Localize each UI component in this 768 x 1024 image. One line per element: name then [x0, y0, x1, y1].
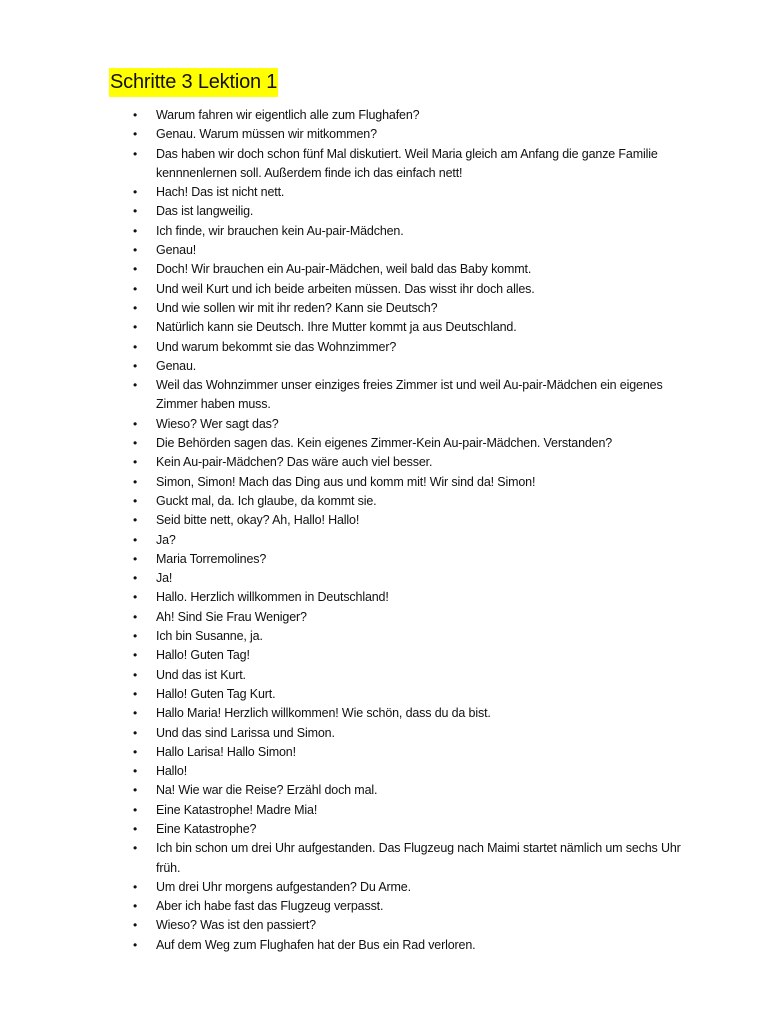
list-item [0, 125, 768, 144]
bullet-icon: • [133, 899, 138, 914]
list-item-text: früh. [156, 860, 181, 875]
list-item-text: Hallo. Herzlich willkommen in Deutschland! [156, 590, 389, 605]
list-item-text: Um drei Uhr morgens aufgestanden? Du Arme. [156, 879, 411, 894]
bullet-icon: • [133, 493, 138, 508]
list-item-text: Das haben wir doch schon fünf Mal diskutiert. Weil Maria gleich am Anfang die ganze Familie [156, 146, 658, 161]
bullet-icon: • [133, 744, 138, 759]
list-item-text: Hallo Maria! Herzlich willkommen! Wie schön, dass du da bist. [156, 706, 491, 721]
bullet-icon: • [133, 339, 138, 354]
list-item [0, 936, 768, 955]
bullet-icon: • [133, 783, 138, 798]
bullet-icon: • [133, 725, 138, 740]
bullet-icon: • [133, 513, 138, 528]
list-item [0, 588, 768, 607]
list-item [0, 222, 768, 241]
list-item-text: Das ist langweilig. [156, 204, 254, 219]
bullet-icon: • [133, 571, 138, 586]
list-item [0, 106, 768, 125]
bullet-icon: • [133, 127, 138, 142]
list-item-text: kennnenlernen soll. Außerdem finde ich das einfach nett! [156, 165, 463, 180]
list-item [0, 415, 768, 434]
bullet-icon: • [133, 455, 138, 470]
bullet-icon: • [133, 185, 138, 200]
list-item-text: Hallo! Guten Tag Kurt. [156, 686, 276, 701]
list-item-text: Seid bitte nett, okay? Ah, Hallo! Hallo! [156, 513, 360, 528]
list-item [0, 453, 768, 472]
list-item [0, 299, 768, 318]
bullet-icon: • [133, 937, 138, 952]
list-item [0, 183, 768, 202]
bullet-icon: • [133, 802, 138, 817]
list-item-text: Auf dem Weg zum Flughafen hat der Bus ein Rad verloren. [156, 937, 476, 952]
bullet-icon: • [133, 320, 138, 335]
list-item-text: Genau! [156, 243, 197, 258]
list-item [0, 318, 768, 337]
list-item-text: Hallo Larisa! Hallo Simon! [156, 744, 296, 759]
list-item-text: Eine Katastrophe? [156, 821, 257, 836]
bullet-icon: • [133, 223, 138, 238]
bullet-icon: • [133, 764, 138, 779]
list-item-text: Ich bin Susanne, ja. [156, 629, 263, 644]
list-item-text: Hach! Das ist nicht nett. [156, 185, 285, 200]
list-item-text: Die Behörden sagen das. Kein eigenes Zimmer-Kein Au-pair-Mädchen. Verstanden? [156, 436, 613, 451]
bullet-icon: • [133, 841, 138, 856]
list-item [0, 357, 768, 376]
bullet-icon: • [133, 243, 138, 258]
bullet-icon: • [133, 648, 138, 663]
list-item-text: Ich bin schon um drei Uhr aufgestanden. Das Flugzeug nach Maimi startet nämlich um sechs Uhr [156, 841, 681, 856]
list-item-text: Doch! Wir brauchen ein Au-pair-Mädchen, weil bald das Baby kommt. [156, 262, 532, 277]
list-item [0, 916, 768, 935]
list-item [0, 646, 768, 665]
list-item [0, 762, 768, 781]
list-item-text: Und das ist Kurt. [156, 667, 246, 682]
list-item-text: Warum fahren wir eigentlich alle zum Flughafen? [156, 108, 420, 122]
list-item [0, 820, 768, 839]
list-item-text: Und weil Kurt und ich beide arbeiten müssen. Das wisst ihr doch alles. [156, 281, 535, 296]
bullet-icon: • [133, 609, 138, 624]
list-item [0, 724, 768, 743]
list-item [0, 839, 768, 858]
bullet-icon: • [133, 686, 138, 701]
bullet-icon: • [133, 108, 138, 122]
list-item-text: Ich finde, wir brauchen kein Au-pair-Mädchen. [156, 223, 404, 238]
list-item [0, 878, 768, 897]
list-item [0, 280, 768, 299]
list-item-text: Weil das Wohnzimmer unser einziges freies Zimmer ist und weil Au-pair-Mädchen ein eigenes [156, 378, 663, 393]
bullet-icon: • [133, 281, 138, 296]
list-item [0, 569, 768, 588]
list-item [0, 492, 768, 511]
list-item [0, 202, 768, 221]
list-item [0, 338, 768, 357]
list-item [0, 781, 768, 800]
list-item [0, 434, 768, 453]
bullet-icon: • [133, 590, 138, 605]
bullet-icon: • [133, 821, 138, 836]
list-item [0, 743, 768, 762]
list-item [0, 550, 768, 569]
list-item-text: Ah! Sind Sie Frau Weniger? [156, 609, 307, 624]
bullet-icon: • [133, 532, 138, 547]
list-item-text: Hallo! [156, 764, 188, 779]
bullet-icon: • [133, 262, 138, 277]
bullet-icon: • [133, 629, 138, 644]
bullet-icon: • [133, 667, 138, 682]
list-item [0, 685, 768, 704]
list-item-text: Natürlich kann sie Deutsch. Ihre Mutter kommt ja aus Deutschland. [156, 320, 517, 335]
list-item [0, 473, 768, 492]
list-item-text: Genau. [156, 358, 197, 373]
list-item-text: Und warum bekommt sie das Wohnzimmer? [156, 339, 397, 354]
list-item [0, 801, 768, 820]
list-item-text: Guckt mal, da. Ich glaube, da kommt sie. [156, 493, 377, 508]
list-item [0, 241, 768, 260]
list-item [0, 531, 768, 550]
bullet-icon: • [133, 918, 138, 933]
list-item-text: Und das sind Larissa und Simon. [156, 725, 335, 740]
list-item [0, 608, 768, 627]
bullet-icon: • [133, 474, 138, 489]
document-title: Schritte 3 Lektion 1 [109, 68, 278, 97]
bullet-icon: • [133, 204, 138, 219]
bullet-icon: • [133, 551, 138, 566]
list-item-text: Simon, Simon! Mach das Ding aus und komm mit! Wir sind da! Simon! [156, 474, 536, 489]
list-item-text: Hallo! Guten Tag! [156, 648, 250, 663]
list-item-text: Kein Au-pair-Mädchen? Das wäre auch viel besser. [156, 455, 433, 470]
list-item-text: Ja! [156, 571, 173, 586]
list-item-text: Aber ich habe fast das Flugzeug verpasst. [156, 899, 384, 914]
list-item-text: Ja? [156, 532, 176, 547]
list-item-text: Maria Torremolines? [156, 551, 267, 566]
list-item-continuation [0, 859, 768, 878]
list-item [0, 376, 768, 395]
list-item-text: Na! Wie war die Reise? Erzähl doch mal. [156, 783, 378, 798]
list-item-text: Wieso? Wer sagt das? [156, 416, 279, 431]
bullet-icon: • [133, 300, 138, 315]
bullet-icon: • [133, 879, 138, 894]
list-item [0, 511, 768, 530]
list-item [0, 260, 768, 279]
bullet-icon: • [133, 146, 138, 161]
bullet-icon: • [133, 378, 138, 393]
bullet-icon: • [133, 436, 138, 451]
bullet-icon: • [133, 358, 138, 373]
list-item-text: Und wie sollen wir mit ihr reden? Kann sie Deutsch? [156, 300, 438, 315]
dialogue-list [0, 106, 768, 955]
list-item-continuation [0, 395, 768, 414]
list-item [0, 627, 768, 646]
list-item-continuation [0, 164, 768, 183]
bullet-icon: • [133, 416, 138, 431]
list-item-text: Genau. Warum müssen wir mitkommen? [156, 127, 377, 142]
list-item [0, 145, 768, 164]
list-item [0, 666, 768, 685]
list-item [0, 704, 768, 723]
list-item-text: Eine Katastrophe! Madre Mia! [156, 802, 318, 817]
list-item-text: Wieso? Was ist den passiert? [156, 918, 316, 933]
list-item [0, 897, 768, 916]
list-item-text: Zimmer haben muss. [156, 397, 271, 412]
bullet-icon: • [133, 706, 138, 721]
